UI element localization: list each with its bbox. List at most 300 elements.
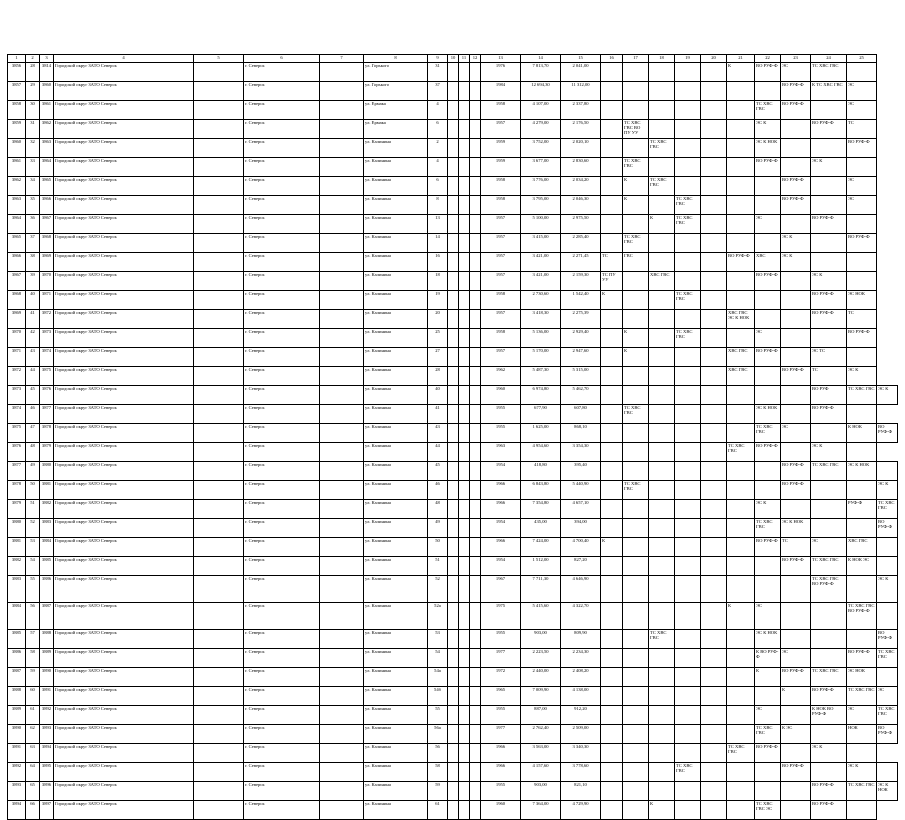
table-cell-col-20 — [701, 801, 727, 820]
table-cell-col-9: 31 — [428, 63, 448, 82]
table-cell-col-13: 1958 — [481, 196, 521, 215]
table-cell-col-23: ЭС — [781, 63, 811, 82]
table-cell-col-19 — [675, 253, 701, 272]
column-number-20: 20 — [701, 55, 727, 63]
table-cell-col-5 — [194, 63, 244, 82]
table-cell-col-3: 3893 — [40, 725, 54, 744]
table-cell-col-7 — [320, 234, 364, 253]
table-cell-col-12 — [470, 215, 481, 234]
table-cell-col-21: ХВС ГВС ЭС К НОК — [727, 310, 755, 329]
table-cell-col-23: ВО РУФ-Ф — [781, 481, 811, 500]
table-cell-col-22: ТС ХВС ГВС — [755, 101, 781, 120]
table-cell-col-15: 395,40 — [561, 462, 601, 481]
table-cell-col-6: г. Северск — [244, 139, 320, 158]
table-cell-col-24: ВО РУФ-Ф — [811, 405, 847, 424]
table-cell-col-9: 58 — [428, 763, 448, 782]
table-cell-col-22 — [755, 367, 781, 386]
table-cell-col-9: 16 — [428, 253, 448, 272]
table-cell-col-17: К — [623, 329, 649, 348]
table-cell-col-16 — [601, 443, 623, 462]
table-cell-col-8: ул. Калинина — [364, 630, 428, 649]
table-row — [8, 367, 898, 386]
table-cell-col-16 — [601, 725, 623, 744]
table-cell-col-7 — [320, 481, 364, 500]
table-row — [8, 538, 898, 557]
table-row — [8, 500, 898, 519]
table-cell-col-13: 1984 — [481, 82, 521, 101]
table-cell-col-5 — [194, 234, 244, 253]
table-cell-col-4: Городской округ ЗАТО Северск — [54, 538, 194, 557]
table-cell-col-2: 30 — [26, 101, 40, 120]
table-cell-col-15: 868,10 — [561, 424, 601, 443]
table-cell-col-20 — [701, 557, 727, 576]
table-cell-col-18 — [649, 500, 675, 519]
table-cell-col-19 — [675, 576, 701, 603]
table-cell-col-20 — [701, 120, 727, 139]
table-cell-col-6: г. Северск — [244, 82, 320, 101]
table-cell-col-12 — [470, 177, 481, 196]
table-cell-col-16 — [601, 706, 623, 725]
table-cell-col-20 — [701, 367, 727, 386]
table-cell-col-21 — [727, 234, 755, 253]
table-cell-col-23 — [781, 139, 811, 158]
table-cell-col-14: 903,00 — [521, 630, 561, 649]
table-cell-col-25: ТС ХВС ГВС — [847, 782, 877, 801]
table-cell-col-6: г. Северск — [244, 424, 320, 443]
table-cell-col-11 — [459, 801, 470, 820]
table-cell-col-11 — [459, 291, 470, 310]
table-cell-col-13: 1967 — [481, 576, 521, 603]
table-cell-col-11 — [459, 481, 470, 500]
table-cell-col-24 — [811, 603, 847, 630]
table-cell-col-4: Городской округ ЗАТО Северск — [54, 630, 194, 649]
table-cell-col-18 — [649, 367, 675, 386]
table-cell-col-4: Городской округ ЗАТО Северск — [54, 253, 194, 272]
table-cell-col-16 — [601, 101, 623, 120]
table-cell-col-17 — [623, 101, 649, 120]
table-cell-col-5 — [194, 120, 244, 139]
table-cell-col-8: ул. Калинина — [364, 139, 428, 158]
column-number-3: 3 — [40, 55, 54, 63]
table-cell-col-12 — [470, 196, 481, 215]
table-cell-col-undefined: ТС ХВС ГВС — [877, 500, 898, 519]
table-cell-col-12 — [470, 158, 481, 177]
table-cell-col-15: 2 034,20 — [561, 177, 601, 196]
table-cell-col-22: ТС ХВС ГВС ЭС — [755, 801, 781, 820]
table-cell-col-14: 3 415,00 — [521, 234, 561, 253]
table-cell-col-11 — [459, 782, 470, 801]
table-cell-col-11 — [459, 443, 470, 462]
table-cell-col-2: 32 — [26, 139, 40, 158]
table-cell-col-16 — [601, 196, 623, 215]
table-cell-col-4: Городской округ ЗАТО Северск — [54, 443, 194, 462]
table-cell-col-21 — [727, 462, 755, 481]
table-cell-col-4: Городской округ ЗАТО Северск — [54, 576, 194, 603]
column-number-4: 4 — [54, 55, 194, 63]
table-cell-col-4: Городской округ ЗАТО Северск — [54, 215, 194, 234]
table-cell-col-24: ВО РУФ-Ф — [811, 291, 847, 310]
column-number-14: 14 — [521, 55, 561, 63]
table-cell-col-11 — [459, 348, 470, 367]
table-cell-col-10 — [448, 557, 459, 576]
column-number-row — [8, 55, 898, 63]
table-cell-col-23 — [781, 272, 811, 291]
table-cell-col-6: г. Северск — [244, 706, 320, 725]
table-cell-col-25: ТС ХВС ГВС — [847, 386, 877, 405]
table-cell-col-3: 3863 — [40, 139, 54, 158]
table-cell-col-10 — [448, 63, 459, 82]
column-number-15: 15 — [561, 55, 601, 63]
table-cell-col-23: К ЭС — [781, 725, 811, 744]
table-cell-col-1: 3860 — [8, 139, 26, 158]
table-cell-col-17 — [623, 139, 649, 158]
table-cell-col-5 — [194, 668, 244, 687]
table-cell-col-16 — [601, 462, 623, 481]
table-cell-col-18 — [649, 725, 675, 744]
table-cell-col-4: Городской округ ЗАТО Северск — [54, 557, 194, 576]
table-cell-col-18 — [649, 386, 675, 405]
table-cell-col-9: 52 — [428, 576, 448, 603]
table-cell-col-5 — [194, 272, 244, 291]
table-row — [8, 576, 898, 603]
table-cell-col-10 — [448, 101, 459, 120]
table-cell-col-17 — [623, 557, 649, 576]
table-cell-col-20 — [701, 272, 727, 291]
table-cell-col-10 — [448, 348, 459, 367]
table-cell-col-11 — [459, 557, 470, 576]
table-cell-col-2: 55 — [26, 576, 40, 603]
table-cell-col-19 — [675, 557, 701, 576]
table-cell-col-24: ТС — [811, 367, 847, 386]
table-cell-col-7 — [320, 576, 364, 603]
table-cell-col-3: 3873 — [40, 329, 54, 348]
table-cell-col-22 — [755, 576, 781, 603]
table-cell-col-17: ТС ХВС ГВС — [623, 158, 649, 177]
table-cell-col-3: 3876 — [40, 386, 54, 405]
table-cell-col-17: ТС ХВС ГВС — [623, 405, 649, 424]
table-cell-col-7 — [320, 386, 364, 405]
table-cell-col-23: ВО РУФ-Ф — [781, 196, 811, 215]
table-cell-col-undefined: ТС ХВС ГВС — [877, 706, 898, 725]
table-cell-col-14: 5 136,00 — [521, 329, 561, 348]
table-cell-col-14: 4 954,60 — [521, 443, 561, 462]
table-cell-col-25: К НОК ЭС — [847, 557, 877, 576]
table-cell-col-undefined: ЭС К — [877, 481, 898, 500]
table-cell-col-24: ВО РУФ — [811, 386, 847, 405]
column-number-21: 21 — [727, 55, 755, 63]
table-row — [8, 158, 898, 177]
table-cell-col-22 — [755, 782, 781, 801]
table-cell-col-18 — [649, 763, 675, 782]
table-cell-col-15: 2 408,20 — [561, 668, 601, 687]
table-cell-col-13: 1955 — [481, 630, 521, 649]
table-cell-col-8: ул. Ермака — [364, 120, 428, 139]
table-cell-col-24: ЭС — [811, 538, 847, 557]
table-cell-col-21 — [727, 101, 755, 120]
table-cell-col-11 — [459, 725, 470, 744]
table-cell-col-10 — [448, 687, 459, 706]
table-cell-col-4: Городской округ ЗАТО Северск — [54, 158, 194, 177]
table-cell-col-11 — [459, 500, 470, 519]
table-cell-col-17 — [623, 687, 649, 706]
table-cell-col-7 — [320, 253, 364, 272]
table-cell-col-22: ЭС К — [755, 120, 781, 139]
table-cell-col-21 — [727, 215, 755, 234]
table-cell-col-20 — [701, 63, 727, 82]
table-cell-col-22: ЭС — [755, 329, 781, 348]
table-cell-col-18: ТС ХВС ГВС — [649, 177, 675, 196]
table-cell-col-3: 3814 — [40, 63, 54, 82]
table-cell-col-10 — [448, 462, 459, 481]
table-cell-col-22: К — [755, 668, 781, 687]
table-cell-col-6: г. Северск — [244, 63, 320, 82]
table-cell-col-18: К — [649, 215, 675, 234]
table-cell-col-2: 57 — [26, 630, 40, 649]
table-cell-col-18 — [649, 82, 675, 101]
table-cell-col-9: 13 — [428, 215, 448, 234]
table-cell-col-undefined: ВО РУФ-Ф — [877, 424, 898, 443]
table-cell-col-23 — [781, 386, 811, 405]
table-cell-col-15: 2 929,40 — [561, 329, 601, 348]
table-cell-col-13: 1959 — [481, 139, 521, 158]
table-cell-col-2: 48 — [26, 443, 40, 462]
table-cell-col-6: г. Северск — [244, 519, 320, 538]
table-cell-col-11 — [459, 649, 470, 668]
table-cell-col-3: 3868 — [40, 234, 54, 253]
table-cell-col-5 — [194, 576, 244, 603]
table-cell-col-1: 3888 — [8, 687, 26, 706]
table-cell-col-8: ул. Калинина — [364, 234, 428, 253]
table-cell-col-2: 60 — [26, 687, 40, 706]
table-cell-col-5 — [194, 158, 244, 177]
table-cell-col-7 — [320, 329, 364, 348]
table-cell-col-23 — [781, 782, 811, 801]
table-cell-col-1: 3876 — [8, 443, 26, 462]
table-cell-col-17 — [623, 519, 649, 538]
table-cell-col-12 — [470, 120, 481, 139]
table-cell-col-25 — [847, 272, 877, 291]
table-cell-col-22 — [755, 234, 781, 253]
table-cell-col-15: 827,20 — [561, 557, 601, 576]
table-cell-col-19 — [675, 687, 701, 706]
table-cell-col-3: 3896 — [40, 782, 54, 801]
table-cell-col-22 — [755, 557, 781, 576]
table-cell-col-7 — [320, 630, 364, 649]
table-cell-col-2: 45 — [26, 386, 40, 405]
table-cell-col-20 — [701, 649, 727, 668]
table-cell-col-7 — [320, 177, 364, 196]
table-row — [8, 557, 898, 576]
table-cell-col-undefined — [877, 763, 898, 782]
table-cell-col-3: 3862 — [40, 120, 54, 139]
table-cell-col-4: Городской округ ЗАТО Северск — [54, 481, 194, 500]
table-cell-col-9: 44 — [428, 443, 448, 462]
table-cell-col-18 — [649, 234, 675, 253]
table-cell-col-21 — [727, 158, 755, 177]
table-cell-col-10 — [448, 386, 459, 405]
table-cell-col-2: 59 — [26, 668, 40, 687]
table-cell-col-19 — [675, 424, 701, 443]
table-cell-col-4: Городской округ ЗАТО Северск — [54, 234, 194, 253]
table-row — [8, 668, 898, 687]
table-cell-col-8: ул. Калинина — [364, 310, 428, 329]
table-cell-col-21: ТС ХВС ГВС — [727, 443, 755, 462]
table-cell-col-21 — [727, 329, 755, 348]
table-cell-col-undefined — [877, 462, 898, 481]
table-cell-col-12 — [470, 272, 481, 291]
table-cell-col-15: 11 312,00 — [561, 82, 601, 101]
column-number-23: 23 — [781, 55, 811, 63]
table-cell-col-16 — [601, 630, 623, 649]
column-number-19: 19 — [675, 55, 701, 63]
table-row — [8, 196, 898, 215]
table-cell-col-17 — [623, 310, 649, 329]
table-cell-col-11 — [459, 405, 470, 424]
table-row — [8, 291, 898, 310]
table-cell-col-22 — [755, 196, 781, 215]
table-cell-col-4: Городской округ ЗАТО Северск — [54, 668, 194, 687]
table-cell-col-4: Городской округ ЗАТО Северск — [54, 82, 194, 101]
table-cell-col-23 — [781, 215, 811, 234]
table-cell-col-7 — [320, 310, 364, 329]
table-cell-col-18: ТС ХВС ГВС — [649, 139, 675, 158]
table-cell-col-12 — [470, 82, 481, 101]
table-cell-col-7 — [320, 139, 364, 158]
table-cell-col-8: ул. Калинина — [364, 215, 428, 234]
table-cell-col-14: 3 418,30 — [521, 310, 561, 329]
table-cell-col-9: 40 — [428, 386, 448, 405]
table-cell-col-7 — [320, 462, 364, 481]
table-cell-col-19 — [675, 234, 701, 253]
table-cell-col-6: г. Северск — [244, 272, 320, 291]
table-cell-col-14: 2 730,60 — [521, 291, 561, 310]
table-cell-col-23 — [781, 706, 811, 725]
table-cell-col-15: 2 830,60 — [561, 158, 601, 177]
table-cell-col-17 — [623, 706, 649, 725]
table-cell-col-3: 3881 — [40, 481, 54, 500]
table-cell-col-20 — [701, 519, 727, 538]
table-cell-col-12 — [470, 576, 481, 603]
table-cell-col-16: К — [601, 291, 623, 310]
table-cell-col-20 — [701, 744, 727, 763]
table-cell-col-21 — [727, 687, 755, 706]
table-cell-col-5 — [194, 177, 244, 196]
table-cell-col-10 — [448, 424, 459, 443]
table-cell-col-25: ЭС — [847, 706, 877, 725]
table-cell-col-1: 3869 — [8, 310, 26, 329]
table-cell-col-9: 53 — [428, 630, 448, 649]
table-cell-col-2: 52 — [26, 519, 40, 538]
table-cell-col-21 — [727, 576, 755, 603]
table-cell-col-2: 44 — [26, 367, 40, 386]
table-cell-col-3: 3877 — [40, 405, 54, 424]
table-cell-col-13: 1966 — [481, 763, 521, 782]
table-cell-col-16 — [601, 158, 623, 177]
table-cell-col-6: г. Северск — [244, 348, 320, 367]
table-cell-col-22: ВО РУФ-Ф — [755, 348, 781, 367]
column-number-12: 12 — [470, 55, 481, 63]
table-cell-col-14: 418,80 — [521, 462, 561, 481]
table-cell-col-6: г. Северск — [244, 782, 320, 801]
table-cell-col-23 — [781, 120, 811, 139]
table-cell-col-12 — [470, 443, 481, 462]
table-cell-col-15: 3 778,60 — [561, 763, 601, 782]
table-cell-col-25: ВО РУФ-Ф — [847, 329, 877, 348]
table-cell-col-3: 3883 — [40, 519, 54, 538]
table-cell-col-11 — [459, 177, 470, 196]
table-cell-col-4: Городской округ ЗАТО Северск — [54, 744, 194, 763]
table-cell-col-19 — [675, 706, 701, 725]
table-cell-col-5 — [194, 744, 244, 763]
table-cell-col-11 — [459, 272, 470, 291]
table-cell-col-21 — [727, 519, 755, 538]
table-cell-col-17 — [623, 603, 649, 630]
table-cell-col-12 — [470, 706, 481, 725]
table-cell-col-18: ТС ХВС ГВС — [649, 630, 675, 649]
table-cell-col-9: 25 — [428, 329, 448, 348]
table-cell-col-5 — [194, 139, 244, 158]
table-cell-col-24 — [811, 763, 847, 782]
table-cell-col-8: ул. Калинина — [364, 348, 428, 367]
table-cell-col-12 — [470, 310, 481, 329]
table-cell-col-25: ЭС НОК — [847, 668, 877, 687]
table-cell-col-3: 3869 — [40, 253, 54, 272]
table-cell-col-1: 3862 — [8, 177, 26, 196]
table-cell-col-5 — [194, 725, 244, 744]
column-number-11: 11 — [459, 55, 470, 63]
table-cell-col-2: 39 — [26, 272, 40, 291]
table-cell-col-17 — [623, 386, 649, 405]
table-cell-col-2: 65 — [26, 782, 40, 801]
table-cell-col-6: г. Северск — [244, 329, 320, 348]
table-cell-col-11 — [459, 196, 470, 215]
table-cell-col-4: Городской округ ЗАТО Северск — [54, 462, 194, 481]
table-cell-col-10 — [448, 763, 459, 782]
table-cell-col-6: г. Северск — [244, 557, 320, 576]
table-cell-col-17 — [623, 763, 649, 782]
table-cell-col-7 — [320, 101, 364, 120]
table-cell-col-11 — [459, 234, 470, 253]
table-cell-col-8: ул. Калинина — [364, 329, 428, 348]
table-cell-col-24 — [811, 177, 847, 196]
table-cell-col-15: 912,20 — [561, 706, 601, 725]
table-cell-col-24: ВО РУФ-Ф — [811, 801, 847, 820]
table-cell-col-17 — [623, 367, 649, 386]
table-cell-col-9: 4 — [428, 101, 448, 120]
table-cell-col-4: Городской округ ЗАТО Северск — [54, 177, 194, 196]
table-cell-col-19 — [675, 481, 701, 500]
table-cell-col-21 — [727, 668, 755, 687]
table-cell-col-22: ЭС К НОК — [755, 405, 781, 424]
table-cell-col-15: 1 542,40 — [561, 291, 601, 310]
table-cell-col-5 — [194, 763, 244, 782]
table-cell-col-5 — [194, 519, 244, 538]
table-cell-col-6: г. Северск — [244, 603, 320, 630]
table-cell-col-1: 3874 — [8, 405, 26, 424]
table-cell-col-16: ТС — [601, 253, 623, 272]
table-cell-col-5 — [194, 500, 244, 519]
table-cell-col-25 — [847, 405, 877, 424]
table-cell-col-5 — [194, 101, 244, 120]
table-cell-col-undefined: ВО РУФ-Ф — [877, 725, 898, 744]
table-cell-col-2: 53 — [26, 538, 40, 557]
table-cell-col-16 — [601, 763, 623, 782]
table-cell-col-15: 3 354,30 — [561, 443, 601, 462]
table-cell-col-25: ЭС НОК — [847, 291, 877, 310]
table-cell-col-6: г. Северск — [244, 725, 320, 744]
table-row — [8, 763, 898, 782]
table-cell-col-8: ул. Калинина — [364, 801, 428, 820]
